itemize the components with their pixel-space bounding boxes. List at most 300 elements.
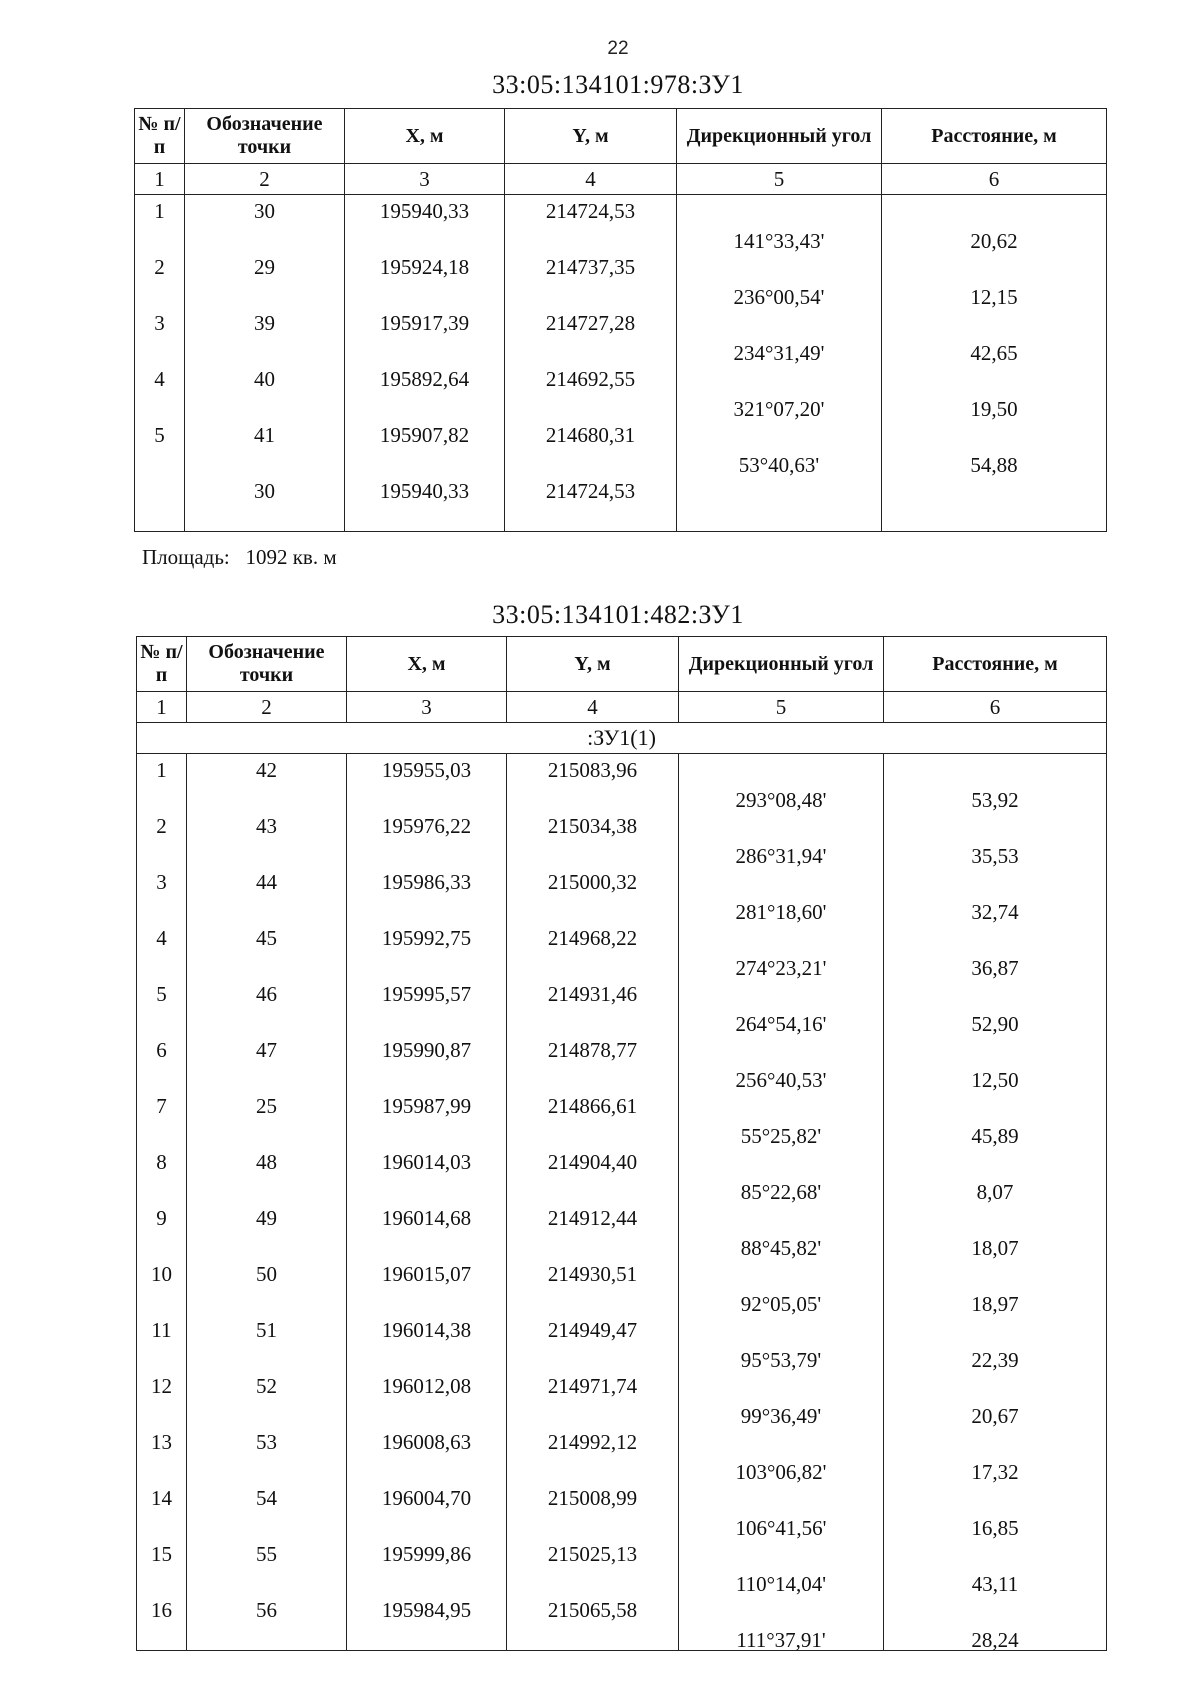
direction-angle-cell	[679, 1370, 884, 1426]
point-label-cell	[187, 1146, 347, 1202]
point-label-cell	[187, 1426, 347, 1482]
point-label-cell	[187, 1258, 347, 1314]
distance: 32,74	[971, 900, 1019, 924]
direction-angle-cell	[679, 978, 884, 1034]
y-coordinate-cell	[507, 978, 679, 1034]
y-coordinate: 214904,40	[547, 1150, 638, 1174]
distance: 18,07	[971, 1236, 1019, 1260]
point-label: 53	[256, 1430, 277, 1454]
row-number-cell	[137, 1482, 187, 1538]
row-number-cell	[135, 195, 185, 252]
y-coordinate: 214949,47	[547, 1318, 638, 1342]
x-coordinate-cell	[345, 307, 505, 363]
row-number-cell	[137, 866, 187, 922]
direction-angle-cell	[679, 1538, 884, 1594]
row-number: 7	[156, 1094, 167, 1118]
x-coordinate-cell	[347, 922, 507, 978]
direction-angle-cell	[679, 1314, 884, 1370]
row-number-cell	[135, 307, 185, 363]
point-label: 41	[254, 423, 275, 447]
y-coordinate: 214724,53	[545, 199, 636, 223]
x-coordinate-cell	[345, 363, 505, 419]
distance-cell	[884, 1146, 1107, 1202]
y-coordinate: 215008,99	[547, 1486, 638, 1510]
row-number-cell	[137, 754, 187, 811]
distance-cell	[884, 754, 1107, 811]
distance-cell	[882, 251, 1107, 307]
x-coordinate-cell	[347, 1370, 507, 1426]
page-number: 22	[607, 38, 629, 59]
direction-angle-cell	[679, 754, 884, 811]
x-coordinate: 195955,03	[381, 758, 472, 782]
point-label: 52	[256, 1374, 277, 1398]
table-row	[137, 1594, 1107, 1651]
coordinates-table-1	[134, 108, 1107, 532]
direction-angle-cell	[679, 1594, 884, 1651]
row-number: 14	[151, 1486, 172, 1510]
row-number: 4	[154, 367, 165, 391]
table-row	[137, 1090, 1107, 1146]
row-number-cell	[137, 1370, 187, 1426]
direction-angle: 281°18,60'	[735, 900, 827, 924]
y-coordinate: 214680,31	[545, 423, 636, 447]
point-label: 45	[256, 926, 277, 950]
row-number: 15	[151, 1542, 172, 1566]
x-coordinate: 195987,99	[381, 1094, 472, 1118]
direction-angle: 321°07,20'	[733, 397, 825, 421]
y-coordinate: 214866,61	[547, 1094, 638, 1118]
distance-cell	[884, 1090, 1107, 1146]
table-row	[135, 195, 1107, 252]
point-label-cell	[185, 419, 345, 475]
table-row	[137, 1034, 1107, 1090]
row-number: 1	[156, 758, 167, 782]
direction-angle: 234°31,49'	[733, 341, 825, 365]
distance: 52,90	[971, 1012, 1019, 1036]
x-coordinate: 195892,64	[379, 367, 470, 391]
direction-angle: 256°40,53'	[735, 1068, 827, 1092]
row-number: 12	[151, 1374, 172, 1398]
point-label-cell	[187, 1538, 347, 1594]
x-coordinate: 195907,82	[379, 423, 470, 447]
y-coordinate: 215000,32	[547, 870, 638, 894]
distance-cell	[882, 307, 1107, 363]
y-coordinate: 214737,35	[545, 255, 636, 279]
column-numbers-row	[135, 164, 1107, 195]
direction-angle: 264°54,16'	[735, 1012, 827, 1036]
row-number: 10	[151, 1262, 172, 1286]
point-label-cell	[187, 978, 347, 1034]
distance: 8,07	[976, 1180, 1014, 1204]
distance: 20,62	[970, 229, 1018, 253]
x-coordinate: 195940,33	[379, 479, 470, 503]
distance-cell	[882, 195, 1107, 252]
col-header-number: № п/п	[135, 109, 185, 164]
point-label-cell	[187, 754, 347, 811]
table-row	[137, 754, 1107, 811]
col-number: 1	[137, 692, 187, 723]
col-number: 1	[135, 164, 185, 195]
col-number: 4	[507, 692, 679, 723]
direction-angle: 92°05,05'	[740, 1292, 822, 1316]
x-coordinate-cell	[345, 419, 505, 475]
direction-angle-cell	[679, 1202, 884, 1258]
y-coordinate-cell	[507, 1146, 679, 1202]
x-coordinate-cell	[347, 866, 507, 922]
y-coordinate-cell	[507, 754, 679, 811]
row-number: 9	[156, 1206, 167, 1230]
table-row	[137, 1146, 1107, 1202]
row-number: 16	[151, 1598, 172, 1622]
x-coordinate-cell	[347, 1426, 507, 1482]
distance-cell	[884, 1314, 1107, 1370]
y-coordinate: 214930,51	[547, 1262, 638, 1286]
col-number: 4	[505, 164, 677, 195]
point-label-cell	[187, 1370, 347, 1426]
table-row	[137, 1538, 1107, 1594]
direction-angle: 103°06,82'	[735, 1460, 827, 1484]
x-coordinate-cell	[345, 475, 505, 532]
y-coordinate: 214931,46	[547, 982, 638, 1006]
point-label-cell	[187, 810, 347, 866]
y-coordinate-cell	[505, 195, 677, 252]
row-number-cell	[137, 1146, 187, 1202]
x-coordinate-cell	[347, 1090, 507, 1146]
row-number-cell	[137, 1202, 187, 1258]
point-label-cell	[187, 866, 347, 922]
x-coordinate-cell	[345, 251, 505, 307]
y-coordinate-cell	[507, 1258, 679, 1314]
direction-angle: 85°22,68'	[740, 1180, 822, 1204]
point-label: 49	[256, 1206, 277, 1230]
row-number: 2	[156, 814, 167, 838]
x-coordinate-cell	[347, 1482, 507, 1538]
direction-angle-cell	[677, 307, 882, 363]
column-numbers-row	[137, 692, 1107, 723]
distance-cell	[884, 866, 1107, 922]
distance-cell	[884, 1370, 1107, 1426]
direction-angle: 111°37,91'	[736, 1628, 826, 1652]
distance-cell	[884, 1202, 1107, 1258]
y-coordinate-cell	[507, 1370, 679, 1426]
row-number: 5	[156, 982, 167, 1006]
row-number-cell	[137, 1258, 187, 1314]
y-coordinate-cell	[507, 1202, 679, 1258]
x-coordinate-cell	[347, 1258, 507, 1314]
x-coordinate: 195986,33	[381, 870, 472, 894]
point-label-cell	[185, 195, 345, 252]
col-header-distance: Расстояние, м	[882, 109, 1107, 164]
col-header-number: № п/п	[137, 637, 187, 692]
y-coordinate: 214692,55	[545, 367, 636, 391]
direction-angle-cell	[679, 1482, 884, 1538]
col-header-y: Y, м	[505, 109, 677, 164]
direction-angle-cell	[677, 475, 882, 532]
header-row	[137, 637, 1107, 692]
distance: 12,50	[971, 1068, 1019, 1092]
point-label: 42	[256, 758, 277, 782]
direction-angle-cell	[679, 1146, 884, 1202]
direction-angle: 141°33,43'	[733, 229, 825, 253]
distance-cell	[884, 1538, 1107, 1594]
x-coordinate: 195995,57	[381, 982, 472, 1006]
row-number-cell	[137, 1426, 187, 1482]
row-number-cell	[137, 978, 187, 1034]
direction-angle-cell	[677, 195, 882, 252]
y-coordinate-cell	[507, 1034, 679, 1090]
y-coordinate: 215034,38	[547, 814, 638, 838]
table-row	[135, 251, 1107, 307]
point-label-cell	[187, 922, 347, 978]
table1-title: 33:05:134101:978:ЗУ1	[492, 70, 744, 99]
row-number-cell	[137, 1538, 187, 1594]
x-coordinate-cell	[345, 195, 505, 252]
point-label: 43	[256, 814, 277, 838]
distance: 28,24	[971, 1628, 1019, 1652]
x-coordinate: 196014,68	[381, 1206, 472, 1230]
x-coordinate-cell	[347, 1314, 507, 1370]
y-coordinate: 215065,58	[547, 1598, 638, 1622]
y-coordinate-cell	[505, 419, 677, 475]
y-coordinate-cell	[507, 922, 679, 978]
table-row	[135, 307, 1107, 363]
y-coordinate-cell	[507, 1090, 679, 1146]
col-header-angle: Дирекционный угол	[677, 109, 882, 164]
distance: 20,67	[971, 1404, 1019, 1428]
area-value: 1092 кв. м	[245, 545, 337, 569]
row-number: 8	[156, 1150, 167, 1174]
col-number: 5	[677, 164, 882, 195]
x-coordinate: 196014,03	[381, 1150, 472, 1174]
distance-cell	[884, 1482, 1107, 1538]
point-label: 29	[254, 255, 275, 279]
col-number: 5	[679, 692, 884, 723]
x-coordinate: 195999,86	[381, 1542, 472, 1566]
row-number: 5	[154, 423, 165, 447]
point-label: 56	[256, 1598, 277, 1622]
y-coordinate-cell	[507, 1426, 679, 1482]
x-coordinate-cell	[347, 1594, 507, 1651]
distance-cell	[882, 475, 1107, 532]
direction-angle: 53°40,63'	[738, 453, 820, 477]
row-number-cell	[135, 363, 185, 419]
point-label-cell	[187, 1594, 347, 1651]
y-coordinate-cell	[507, 810, 679, 866]
point-label: 30	[254, 479, 275, 503]
table-row	[137, 866, 1107, 922]
row-number-cell	[137, 1594, 187, 1651]
distance: 43,11	[971, 1572, 1019, 1596]
row-number: 6	[156, 1038, 167, 1062]
point-label-cell	[187, 1034, 347, 1090]
y-coordinate: 214968,22	[547, 926, 638, 950]
direction-angle: 55°25,82'	[740, 1124, 822, 1148]
direction-angle-cell	[679, 1258, 884, 1314]
point-label: 47	[256, 1038, 277, 1062]
col-header-angle: Дирекционный угол	[679, 637, 884, 692]
point-label-cell	[185, 363, 345, 419]
col-number: 6	[882, 164, 1107, 195]
point-label: 30	[254, 199, 275, 223]
distance: 18,97	[971, 1292, 1019, 1316]
direction-angle-cell	[677, 419, 882, 475]
y-coordinate-cell	[507, 1314, 679, 1370]
point-label-cell	[187, 1314, 347, 1370]
table-row	[135, 475, 1107, 532]
y-coordinate-cell	[505, 307, 677, 363]
x-coordinate: 195924,18	[379, 255, 470, 279]
col-number: 2	[187, 692, 347, 723]
distance: 17,32	[971, 1460, 1019, 1484]
distance-cell	[884, 1426, 1107, 1482]
point-label-cell	[187, 1482, 347, 1538]
x-coordinate: 195984,95	[381, 1598, 472, 1622]
col-header-y: Y, м	[507, 637, 679, 692]
point-label: 48	[256, 1150, 277, 1174]
row-number-cell	[137, 1090, 187, 1146]
y-coordinate: 214992,12	[547, 1430, 638, 1454]
col-number: 2	[185, 164, 345, 195]
direction-angle: 106°41,56'	[735, 1516, 827, 1540]
area-line	[142, 545, 337, 570]
x-coordinate-cell	[347, 810, 507, 866]
distance-cell	[884, 978, 1107, 1034]
distance-cell	[884, 810, 1107, 866]
point-label-cell	[185, 251, 345, 307]
x-coordinate-cell	[347, 1034, 507, 1090]
direction-angle: 110°14,04'	[735, 1572, 827, 1596]
point-label-cell	[187, 1202, 347, 1258]
col-header-point: Обозначение точки	[187, 637, 347, 692]
x-coordinate: 195990,87	[381, 1038, 472, 1062]
col-header-distance: Расстояние, м	[884, 637, 1107, 692]
table-row	[135, 419, 1107, 475]
direction-angle-cell	[677, 363, 882, 419]
col-header-x: X, м	[347, 637, 507, 692]
direction-angle-cell	[679, 866, 884, 922]
distance: 22,39	[971, 1348, 1019, 1372]
direction-angle: 88°45,82'	[740, 1236, 822, 1260]
col-number: 3	[347, 692, 507, 723]
x-coordinate: 196004,70	[381, 1486, 472, 1510]
y-coordinate-cell	[507, 1538, 679, 1594]
section-row	[137, 723, 1107, 754]
point-label: 25	[256, 1094, 277, 1118]
point-label: 55	[256, 1542, 277, 1566]
x-coordinate-cell	[347, 1538, 507, 1594]
y-coordinate-cell	[507, 1594, 679, 1651]
y-coordinate: 214912,44	[547, 1206, 638, 1230]
row-number-cell	[135, 475, 185, 532]
row-number: 3	[156, 870, 167, 894]
distance-cell	[884, 1258, 1107, 1314]
row-number: 3	[154, 311, 165, 335]
row-number: 1	[154, 199, 165, 223]
direction-angle-cell	[679, 1090, 884, 1146]
row-number-cell	[135, 419, 185, 475]
y-coordinate-cell	[505, 475, 677, 532]
direction-angle-cell	[679, 1034, 884, 1090]
table-row	[137, 1370, 1107, 1426]
y-coordinate-cell	[507, 1482, 679, 1538]
distance: 53,92	[971, 788, 1019, 812]
point-label-cell	[185, 475, 345, 532]
x-coordinate: 195917,39	[379, 311, 470, 335]
y-coordinate-cell	[507, 866, 679, 922]
distance: 54,88	[970, 453, 1018, 477]
area-label: Площадь:	[142, 545, 230, 569]
table-row	[137, 1258, 1107, 1314]
row-number: 2	[154, 255, 165, 279]
distance: 16,85	[971, 1516, 1019, 1540]
row-number: 11	[151, 1318, 172, 1342]
row-number: 13	[151, 1430, 172, 1454]
x-coordinate: 195992,75	[381, 926, 472, 950]
direction-angle-cell	[679, 1426, 884, 1482]
distance-cell	[884, 922, 1107, 978]
direction-angle: 293°08,48'	[735, 788, 827, 812]
distance-cell	[882, 363, 1107, 419]
x-coordinate: 195940,33	[379, 199, 470, 223]
direction-angle-cell	[679, 810, 884, 866]
distance-cell	[884, 1594, 1107, 1651]
x-coordinate: 196008,63	[381, 1430, 472, 1454]
point-label: 44	[256, 870, 277, 894]
section-label: :ЗУ1(1)	[137, 723, 1107, 754]
point-label: 50	[256, 1262, 277, 1286]
col-header-point: Обозначение точки	[185, 109, 345, 164]
x-coordinate: 196014,38	[381, 1318, 472, 1342]
distance: 35,53	[971, 844, 1019, 868]
distance: 45,89	[971, 1124, 1019, 1148]
direction-angle-cell	[677, 251, 882, 307]
y-coordinate: 214971,74	[547, 1374, 638, 1398]
x-coordinate-cell	[347, 1202, 507, 1258]
y-coordinate: 214878,77	[547, 1038, 638, 1062]
x-coordinate: 196012,08	[381, 1374, 472, 1398]
table-row	[137, 1314, 1107, 1370]
distance-cell	[882, 419, 1107, 475]
y-coordinate: 214724,53	[545, 479, 636, 503]
y-coordinate: 215025,13	[547, 1542, 638, 1566]
table-row	[137, 1482, 1107, 1538]
point-label-cell	[185, 307, 345, 363]
table-row	[135, 363, 1107, 419]
y-coordinate: 215083,96	[547, 758, 638, 782]
point-label: 51	[256, 1318, 277, 1342]
coordinates-table-2	[136, 636, 1107, 1651]
direction-angle: 95°53,79'	[740, 1348, 822, 1372]
row-number-cell	[135, 251, 185, 307]
header-row	[135, 109, 1107, 164]
x-coordinate-cell	[347, 978, 507, 1034]
y-coordinate-cell	[505, 251, 677, 307]
y-coordinate: 214727,28	[545, 311, 636, 335]
row-number-cell	[137, 922, 187, 978]
x-coordinate-cell	[347, 754, 507, 811]
point-label: 40	[254, 367, 275, 391]
direction-angle-cell	[679, 922, 884, 978]
distance: 12,15	[970, 285, 1018, 309]
row-number-cell	[137, 810, 187, 866]
row-number-cell	[137, 1034, 187, 1090]
table2-title: 33:05:134101:482:ЗУ1	[492, 600, 744, 629]
row-number-cell	[137, 1314, 187, 1370]
table-row	[137, 922, 1107, 978]
direction-angle: 286°31,94'	[735, 844, 827, 868]
point-label: 39	[254, 311, 275, 335]
distance: 42,65	[970, 341, 1018, 365]
